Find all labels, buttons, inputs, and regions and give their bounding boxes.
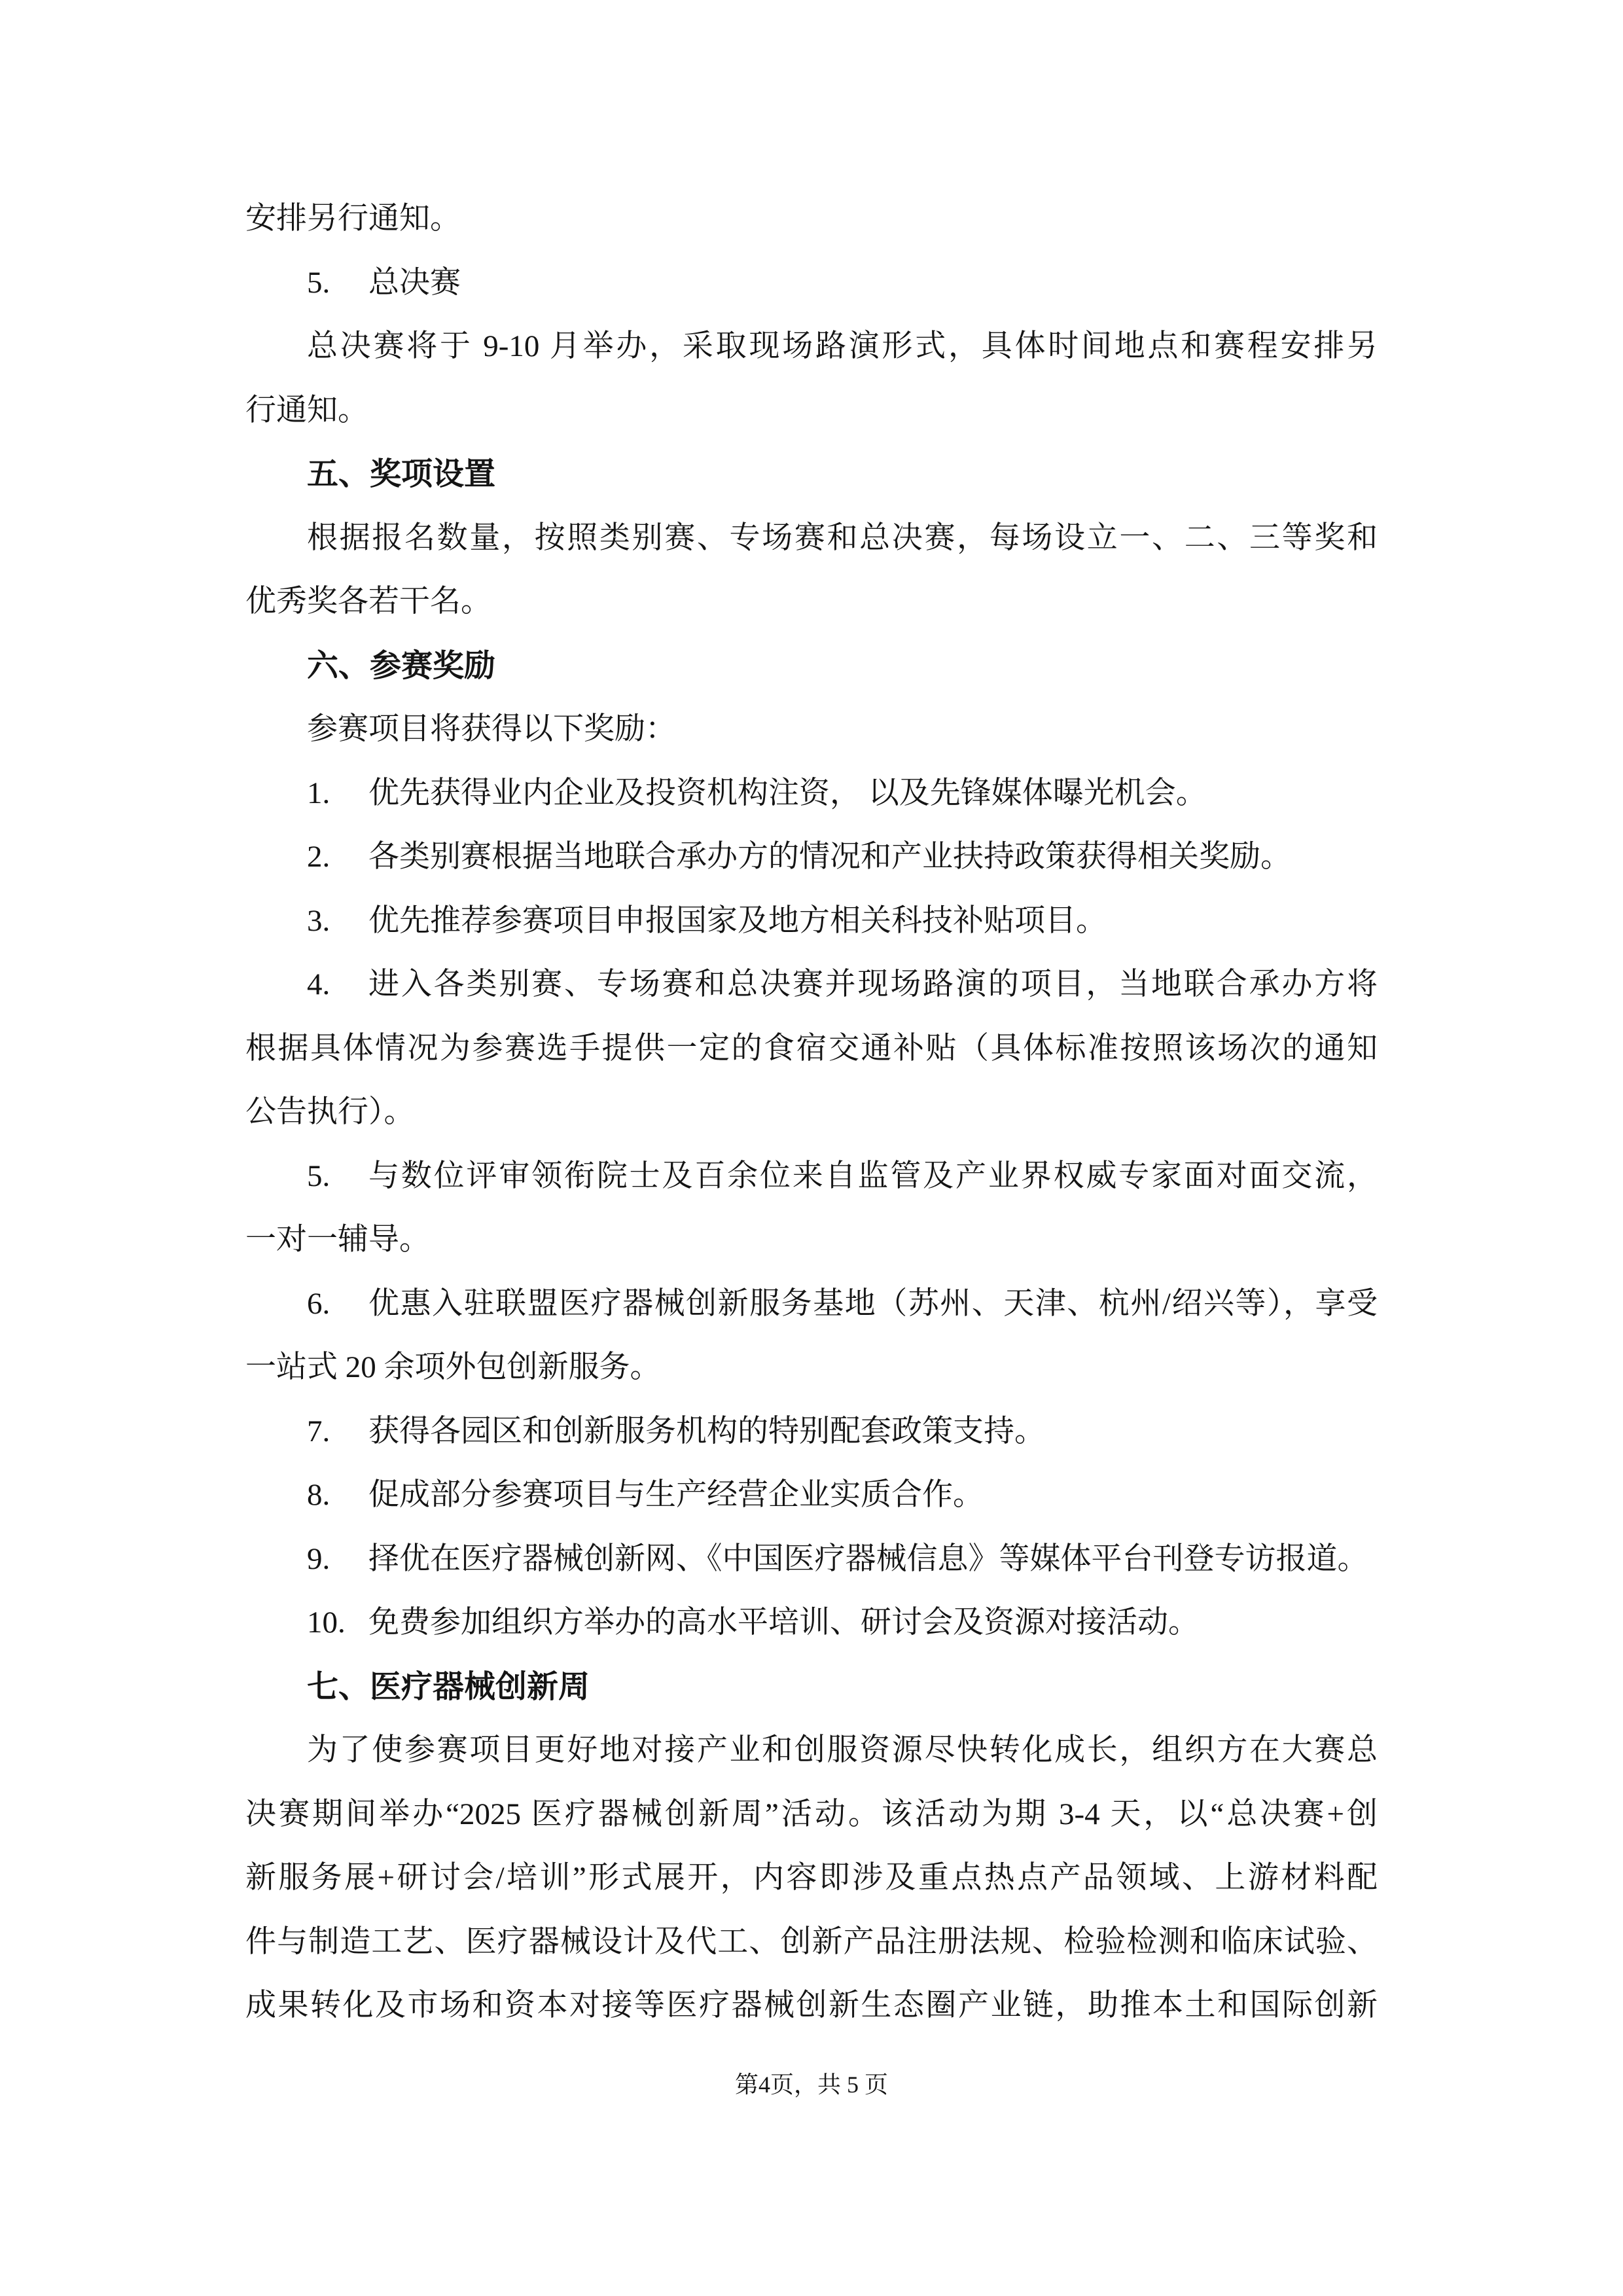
list-text: 各类别赛根据当地联合承办方的情况和产业扶持政策获得相关奖励。 bbox=[368, 840, 1291, 874]
body-line: 优秀奖各若干名。 bbox=[245, 584, 491, 619]
list-number: 10. bbox=[307, 1605, 346, 1640]
list-text: 总决赛 bbox=[368, 265, 461, 300]
list-number: 7. bbox=[307, 1414, 330, 1448]
list-item-line bbox=[245, 1528, 1378, 1592]
heading-line: 六、参赛奖励 bbox=[307, 648, 496, 683]
list-item-line bbox=[245, 762, 1378, 826]
list-number: 1. bbox=[307, 776, 330, 810]
body-line: 总决赛将于 9-10 月举办，采取现场路演形式，具体时间地点和赛程安排另 bbox=[307, 329, 1378, 363]
list-item-line bbox=[245, 953, 1378, 1017]
list-number: 5. bbox=[307, 265, 330, 300]
heading-line: 五、奖项设置 bbox=[307, 457, 496, 492]
list-text: 优先推荐参赛项目申报国家及地方相关科技补贴项目。 bbox=[368, 903, 1107, 938]
page-footer: 第4页，共 5 页 bbox=[734, 2072, 888, 2098]
list-text: 获得各园区和创新服务机构的特别配套政策支持。 bbox=[368, 1414, 1045, 1448]
list-text: 优惠入驻联盟医疗器械创新服务基地（苏州、天津、杭州/绍兴等），享受 bbox=[368, 1286, 1378, 1321]
list-number: 3. bbox=[307, 903, 330, 938]
body-line: 成果转化及市场和资本对接等医疗器械创新生态圈产业链，助推本土和国际创新 bbox=[245, 1988, 1378, 2022]
body-line: 根据具体情况为参赛选手提供一定的食宿交通补贴（具体标准按照该场次的通知 bbox=[245, 1031, 1378, 1066]
list-text: 进入各类别赛、专场赛和总决赛并现场路演的项目，当地联合承办方将 bbox=[368, 967, 1378, 1001]
body-line: 新服务展+研讨会/培训”形式展开，内容即涉及重点热点产品领域、上游材料配 bbox=[245, 1861, 1378, 1895]
list-text: 促成部分参赛项目与生产经营企业实质合作。 bbox=[368, 1478, 984, 1512]
list-item-line bbox=[245, 1591, 1378, 1655]
list-item-line bbox=[245, 1145, 1378, 1209]
body-line: 公告执行）。 bbox=[245, 1095, 415, 1129]
list-number: 2. bbox=[307, 840, 330, 874]
document-body bbox=[245, 187, 1378, 2038]
list-number: 9. bbox=[307, 1541, 330, 1576]
list-item-line bbox=[245, 1463, 1378, 1528]
list-number: 4. bbox=[307, 967, 330, 1001]
list-number: 6. bbox=[307, 1286, 330, 1321]
body-line: 参赛项目将获得以下奖励： bbox=[307, 712, 676, 746]
list-text: 与数位评审领衔院士及百余位来自监管及产业界权威专家面对面交流， bbox=[368, 1158, 1378, 1193]
body-line: 为了使参赛项目更好地对接产业和创服资源尽快转化成长，组织方在大赛总 bbox=[307, 1733, 1378, 1767]
body-line: 根据报名数量，按照类别赛、专场赛和总决赛，每场设立一、二、三等奖和 bbox=[307, 520, 1378, 555]
list-item-line bbox=[245, 889, 1378, 954]
body-line: 件与制造工艺、医疗器械设计及代工、创新产品注册法规、检验检测和临床试验、 bbox=[245, 1924, 1378, 1959]
list-text: 优先获得业内企业及投资机构注资， 以及先锋媒体曝光机会。 bbox=[368, 776, 1207, 810]
list-item-line bbox=[245, 251, 1378, 315]
list-text: 择优在医疗器械创新网、《中国医疗器械信息》等媒体平台刊登专访报道。 bbox=[368, 1541, 1368, 1576]
body-line: 行通知。 bbox=[245, 393, 368, 427]
list-item-line bbox=[245, 1272, 1378, 1336]
list-item-line bbox=[245, 1400, 1378, 1464]
heading-line: 七、医疗器械创新周 bbox=[307, 1669, 590, 1704]
body-line: 一对一辅导。 bbox=[245, 1223, 430, 1257]
list-item-line bbox=[245, 825, 1378, 889]
body-line: 安排另行通知。 bbox=[245, 202, 461, 236]
body-line: 一站式 20 余项外包创新服务。 bbox=[245, 1350, 661, 1384]
list-number: 5. bbox=[307, 1158, 330, 1193]
list-number: 8. bbox=[307, 1478, 330, 1512]
list-text: 免费参加组织方举办的高水平培训、研讨会及资源对接活动。 bbox=[368, 1605, 1199, 1640]
body-line: 决赛期间举办“2025 医疗器械创新周”活动。该活动为期 3-4 天，以“总决赛+创 bbox=[245, 1797, 1378, 1831]
